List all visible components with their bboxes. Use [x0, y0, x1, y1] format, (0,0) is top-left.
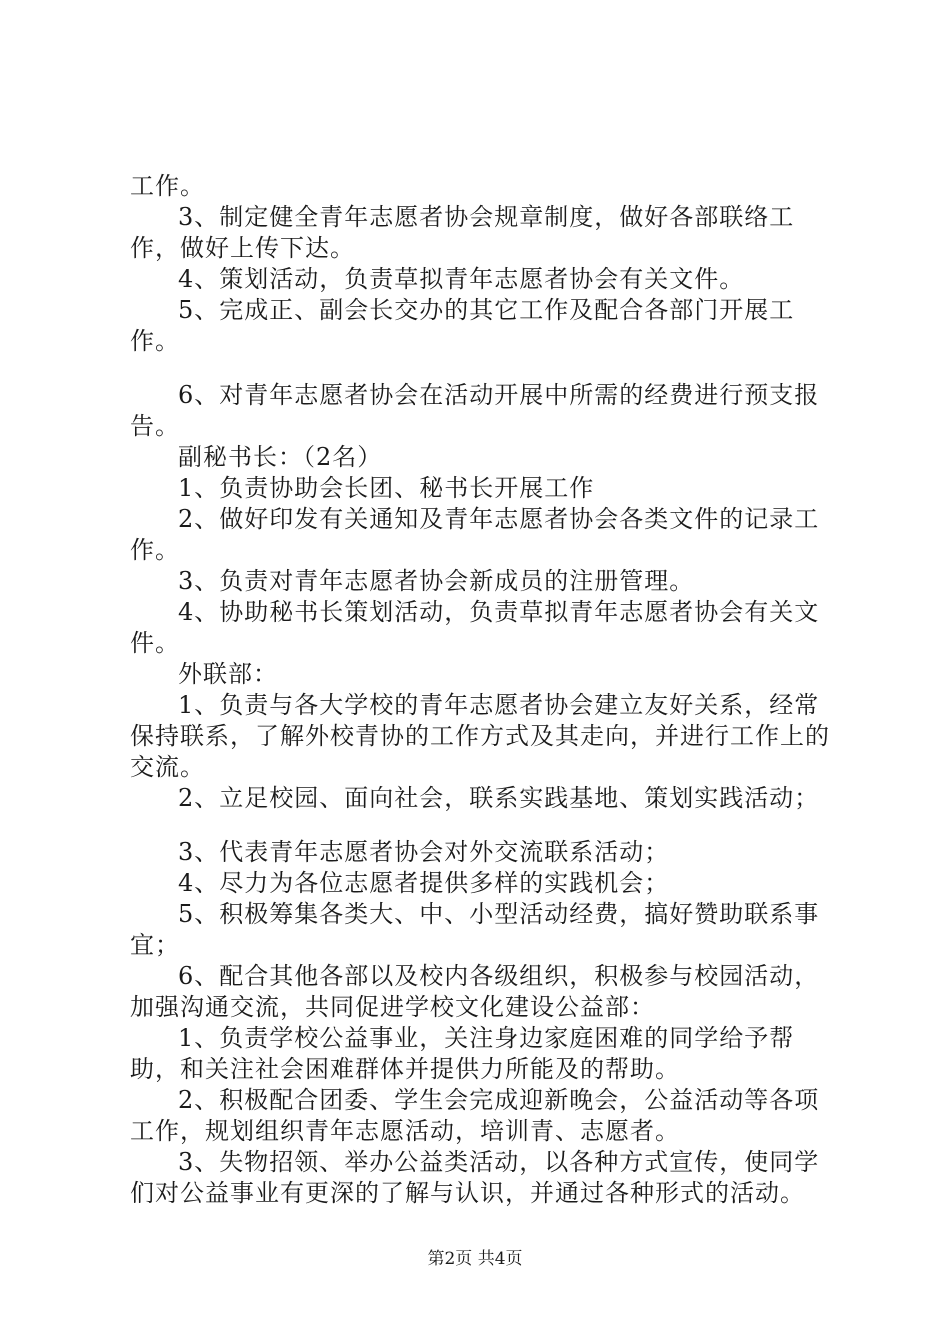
- section-heading: 外联部：: [178, 660, 278, 688]
- paragraph-item: 6、对青年志愿者协会在活动开展中所需的经费进行预支报告。: [130, 381, 820, 440]
- section-heading: 副秘书长：（2名）: [178, 443, 383, 471]
- paragraph-item: 4、尽力为各位志愿者提供多样的实践机会；: [178, 869, 670, 897]
- paragraph-item: 2、做好印发有关通知及青年志愿者协会各类文件的记录工作。: [130, 505, 820, 564]
- paragraph-item: 4、策划活动，负责草拟青年志愿者协会有关文件。: [178, 265, 745, 293]
- paragraph-item: 1、负责与各大学校的青年志愿者协会建立友好关系，经常保持联系，了解外校青协的工作方式及其走向，并进行工作上的交流。: [130, 691, 830, 781]
- page-number-footer: 第2页 共4页: [427, 1249, 523, 1269]
- paragraph-item: 1、负责协助会长团、秘书长开展工作: [178, 474, 595, 502]
- paragraph-item: 3、失物招领、举办公益类活动，以各种方式宣传，使同学们对公益事业有更深的了解与认识，并通过各种形式的活动。: [130, 1148, 820, 1207]
- paragraph-item: 6、配合其他各部以及校内各级组织，积极参与校园活动，加强沟通交流，共同促进学校文化建设公益部：: [130, 962, 820, 1021]
- paragraph-continuation: 工作。: [130, 172, 205, 200]
- paragraph-item: 4、协助秘书长策划活动，负责草拟青年志愿者协会有关文件。: [130, 598, 820, 657]
- paragraph-item: 3、制定健全青年志愿者协会规章制度，做好各部联络工作，做好上传下达。: [130, 203, 795, 262]
- paragraph-item: 1、负责学校公益事业，关注身边家庭困难的同学给予帮助，和关注社会困难群体并提供力所能及的帮助。: [130, 1024, 795, 1083]
- paragraph-item: 3、代表青年志愿者协会对外交流联系活动；: [178, 838, 670, 866]
- paragraph-item: 2、立足校园、面向社会，联系实践基地、策划实践活动；: [178, 784, 820, 812]
- paragraph-item: 5、完成正、副会长交办的其它工作及配合各部门开展工作。: [130, 296, 795, 355]
- document-body: [130, 171, 842, 1209]
- paragraph-item: 5、积极筹集各类大、中、小型活动经费，搞好赞助联系事宜；: [130, 900, 820, 959]
- paragraph-item: 2、积极配合团委、学生会完成迎新晚会，公益活动等各项工作，规划组织青年志愿活动，培训青、志愿者。: [130, 1086, 820, 1145]
- paragraph-item: 3、负责对青年志愿者协会新成员的注册管理。: [178, 567, 695, 595]
